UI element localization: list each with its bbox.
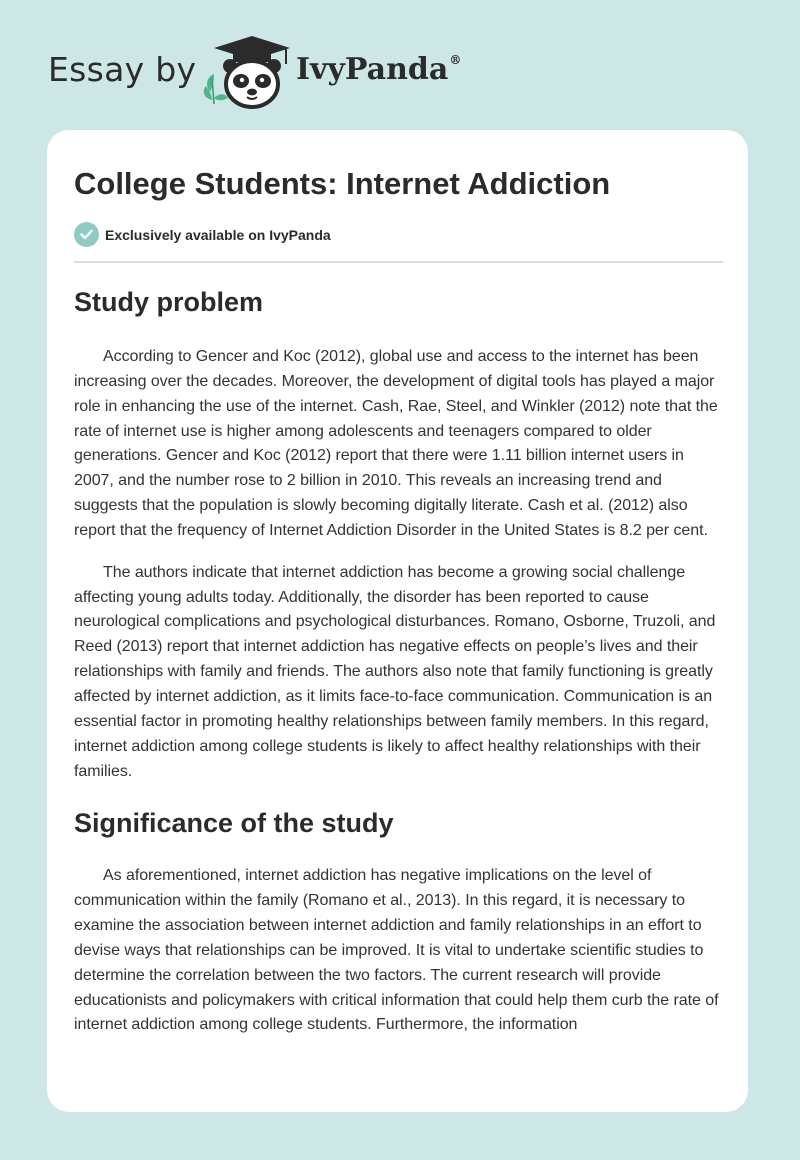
paragraph: As aforementioned, internet addiction has negative implications on the level of communication within the family (Romano et al., 2013). In this regard, it is necessary to examine the association between internet addiction and family relationships in an effort to devise ways that relationships can be improved. It is vital to undertake scientific studies to determine the correlation between the two factors. The current research will provide educationists and policymakers with critical information that could help them curb the rate of internet addiction among college students. Furthermore, the information [74,867,719,1034]
section-heading-significance: Significance of the study [74,808,394,839]
brand-prefix: Essay by [48,50,197,89]
essay-card [47,130,748,1112]
paragraph: According to Gencer and Koc (2012), global use and access to the internet has been increasing over the decades. Moreover, the development of digital tools has played a major role in enhancing the use of the internet. Cash, Rae, Steel, and Winkler (2012) note that the rate of internet use is higher among adolescents and teenagers compared to older generations. Gencer and Koc (2012) report that there were 1.11 billion internet users in 2007, and the number rose to 2 billion in 2010. This reveals an increasing trend and suggests that the population is slowly becoming digitally literate. Cash et al. (2012) also report that the frequency of Internet Addiction Disorder in the United States is 8.2 per cent. [74,348,718,539]
essay-body [74,285,723,1038]
page-title: College Students: Internet Addiction [74,166,611,201]
paragraph: The authors indicate that internet addiction has become a growing social challenge affecting young adults today. Additionally, the disorder has been reported to cause neurological complications and psychological disturbances. Romano, Osborne, Truzoli, and Reed (2013) report that internet addiction has negative effects on people’s lives and their relationships with family and friends. The authors also note that family functioning is greatly affected by internet addiction, as it limits face-to-face communication. Communication is an essential factor in promoting healthy relationships between family members. In this regard, internet addiction among college students is likely to affect healthy relationships with their families. [74,563,716,780]
brand-name-text: IvyPanda [296,52,449,87]
brand-name[interactable] [296,52,461,87]
site-header [0,0,800,120]
exclusive-badge-label: Exclusively available on IvyPanda [105,226,331,243]
exclusive-badge [74,222,331,247]
check-icon [74,222,99,247]
section-heading-study-problem: Study problem [74,287,264,317]
registered-mark: ® [449,53,462,67]
title-divider [74,261,723,263]
panda-graduate-logo-icon[interactable] [200,34,292,110]
